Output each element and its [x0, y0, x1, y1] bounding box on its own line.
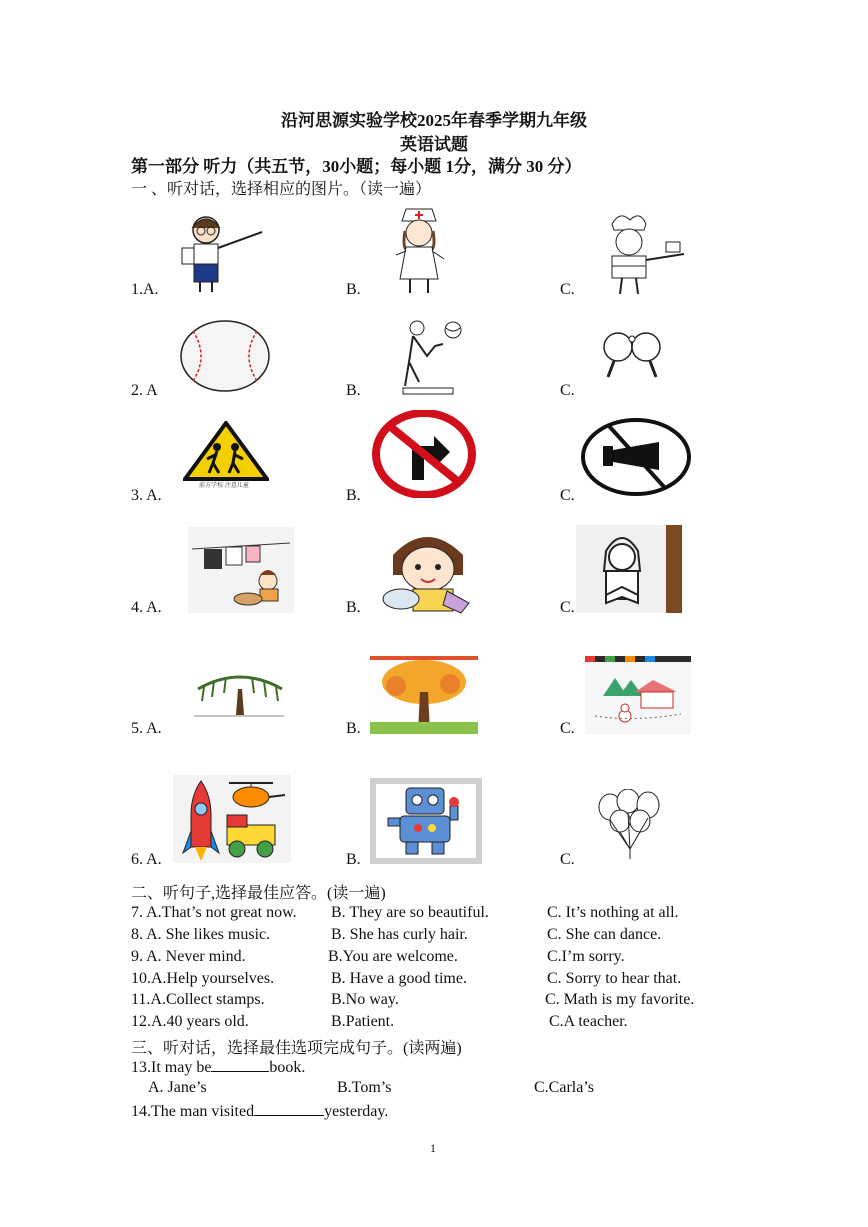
q7-option-b: B. They are so beautiful. [331, 904, 489, 921]
autumn-tree-icon [370, 656, 478, 734]
q13-option-a: A. Jane’s [148, 1079, 207, 1096]
girl-reading-icon [576, 525, 682, 613]
waiter-icon [584, 210, 688, 296]
q14-stem-after: yesterday. [324, 1103, 389, 1120]
winter-house-drawing-icon [585, 656, 691, 734]
q5-label-c: C. [560, 720, 575, 737]
q12-option-c: C.A teacher. [549, 1013, 628, 1030]
no-right-turn-sign-icon [372, 410, 476, 498]
willow-tree-icon [190, 667, 288, 719]
q1-label-c: C. [560, 281, 575, 298]
q6-label-c: C. [560, 851, 575, 868]
q9-option-b: B.You are welcome. [328, 948, 458, 965]
exam-title: 沿河思源实验学校2025年春季学期九年级 [281, 111, 587, 130]
section1-heading: 一 、听对话，选择相应的图片。（读一遍） [131, 181, 432, 198]
girl-washing-icon [373, 525, 483, 615]
q5-label-a: 5. A. [131, 720, 162, 737]
washing-clothes-icon [188, 527, 294, 613]
q14-stem [131, 1101, 388, 1121]
ping-pong-icon [600, 329, 664, 381]
q10-option-c: C. Sorry to hear that. [547, 970, 682, 987]
q9-option-a: 9. A. Never mind. [131, 948, 246, 965]
q8-option-a: 8. A. She likes music. [131, 926, 271, 943]
q11-option-c: C. Math is my favorite. [545, 991, 695, 1008]
q4-label-c: C. [560, 599, 575, 616]
part1-heading: 第一部分 听力（共五节，30小题；每小题 1分，满分 30 分） [131, 157, 582, 176]
q12-option-a: 12.A.40 years old. [131, 1013, 249, 1030]
q13-stem-before: 13.It may be [131, 1059, 212, 1076]
teacher-icon [172, 208, 268, 294]
q5-label-b: B. [346, 720, 361, 737]
page-number: 1 [430, 1141, 436, 1155]
q13-option-b: B.Tom’s [337, 1079, 392, 1096]
robot-icon [370, 778, 482, 864]
q6-label-a: 6. A. [131, 851, 162, 868]
nurse-icon [388, 205, 450, 297]
q2-label-c: C. [560, 382, 575, 399]
q13-stem [131, 1057, 305, 1077]
q14-stem-before: 14.The man visited [131, 1103, 255, 1120]
no-horn-sign-icon [579, 416, 693, 498]
q8-option-c: C. She can dance. [547, 926, 662, 943]
q13-stem-after: book. [269, 1059, 306, 1076]
section2-heading: 二、听句子,选择最佳应答。(读一遍) [131, 885, 386, 902]
q1-label-a: 1.A. [131, 281, 159, 298]
q1-label-b: B. [346, 281, 361, 298]
q11-option-b: B.No way. [331, 991, 399, 1008]
q7-option-c: C. It’s nothing at all. [547, 904, 679, 921]
q13-option-c: C.Carla’s [534, 1079, 594, 1096]
volleyball-player-icon [393, 316, 469, 396]
q12-option-b: B.Patient. [331, 1013, 395, 1030]
rocket-toys-icon [173, 775, 291, 863]
q8-option-b: B. She has curly hair. [331, 926, 468, 943]
q10-option-b: B. Have a good time. [331, 970, 467, 987]
q6-label-b: B. [346, 851, 361, 868]
balloons-icon [590, 789, 672, 861]
q11-option-a: 11.A.Collect stamps. [131, 991, 265, 1008]
q2-label-a: 2. A [131, 382, 158, 399]
q3-label-b: B. [346, 487, 361, 504]
section3-heading: 三、听对话，选择最佳选项完成句子。(读两遍) [131, 1040, 462, 1057]
baseball-icon [179, 319, 271, 393]
q13-blank [211, 1057, 269, 1072]
sign-caption: 前方学校 注意儿童 [199, 482, 249, 489]
q4-label-b: B. [346, 599, 361, 616]
q10-option-a: 10.A.Help yourselves. [131, 970, 275, 987]
q3-label-a: 3. A. [131, 487, 162, 504]
q4-label-a: 4. A. [131, 599, 162, 616]
q2-label-b: B. [346, 382, 361, 399]
q3-label-c: C. [560, 487, 575, 504]
q9-option-c: C.I’m sorry. [547, 948, 625, 965]
q14-blank [254, 1101, 324, 1116]
exam-subtitle: 英语试题 [400, 135, 468, 154]
q7-option-a: 7. A.That’s not great now. [131, 904, 297, 921]
